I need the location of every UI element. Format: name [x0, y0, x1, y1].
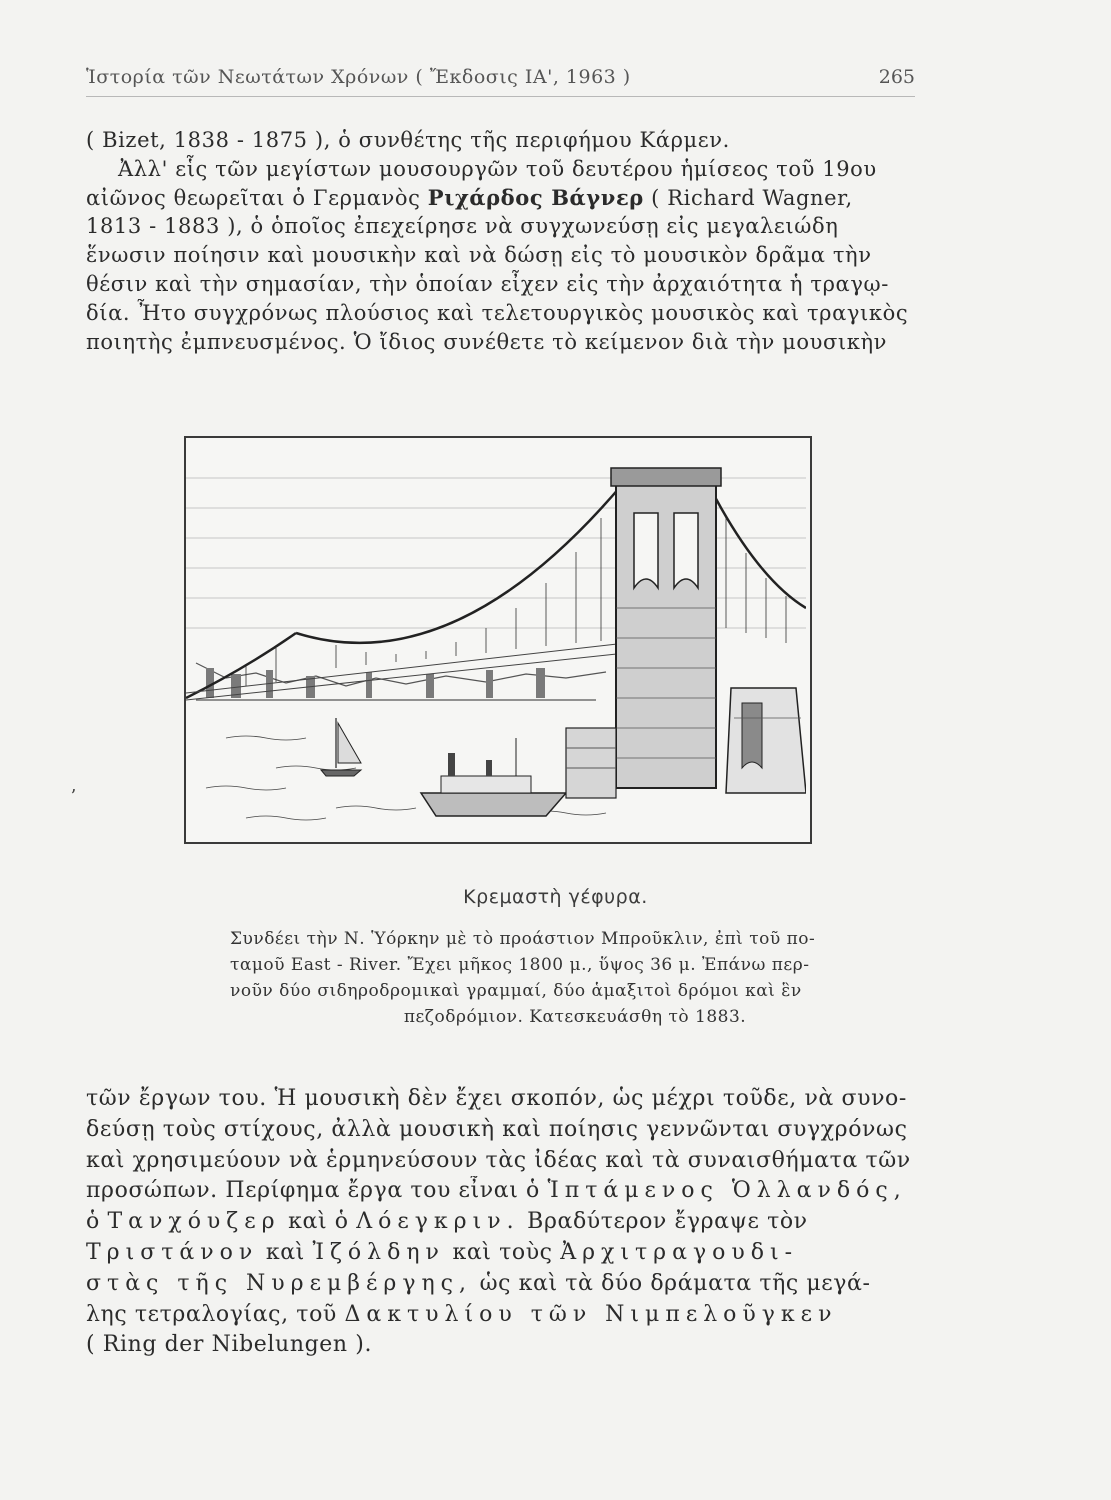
page-number: 265	[878, 66, 915, 88]
text-run: καὶ τοὺς	[444, 1239, 561, 1265]
text-line: 1813 - 1883 ), ὁ ὁποῖος ἐπεχείρησε νὰ συγχωνεύσῃ εἰς μεγαλειώδη	[86, 214, 839, 239]
work-title-meistersinger: Ἀρχιτραγουδι-	[560, 1239, 799, 1265]
running-title: Ἱστορία τῶν Νεωτάτων Χρόνων ( Ἔκδοσις ΙΑ', 1963 )	[86, 66, 631, 88]
text-run: προσώπων. Περίφημα ἔργα του εἶναι ὁ	[86, 1178, 548, 1204]
text-run: αἰῶνος θεωρεῖται ὁ Γερμανὸς	[86, 185, 428, 210]
text-run: Βραδύτερον ἔγραψε τὸν	[519, 1209, 808, 1235]
text-run: καὶ	[258, 1239, 313, 1265]
text-line: ποιητὴς ἐμπνευσμένος. Ὁ ἴδιος συνέθετε τὸ κείμενον διὰ τὴν μουσικὴν	[86, 329, 887, 354]
work-title-isolde: Ἰζόλδην	[312, 1239, 445, 1265]
pier	[566, 728, 616, 798]
work-title-nuremberg: στὰς τῆς Νυρεμβέργης,	[86, 1270, 472, 1296]
text-line: ἕνωσιν ποίησιν καὶ μουσικὴν καὶ νὰ δώσῃ εἰς τὸ μουσικὸν δρᾶμα τὴν	[86, 243, 872, 268]
caption-line: ταμοῦ East - River. Ἔχει μῆκος 1800 μ., ὕψος 36 μ. Ἐπάνω περ-	[230, 955, 810, 975]
text-line: θέσιν καὶ τὴν σημασίαν, τὴν ὁποίαν εἶχεν εἰς τὴν ἀρχαιότητα ἡ τραγῳ-	[86, 271, 889, 296]
text-line	[86, 1176, 916, 1207]
text-run: ὡς καὶ τὰ δύο δράματα τῆς μεγά-	[471, 1270, 871, 1296]
text-line	[86, 1207, 916, 1238]
text-run: ( Richard Wagner,	[643, 185, 853, 210]
anchorage-structure	[726, 688, 806, 793]
bridge-illustration	[184, 436, 812, 844]
running-header	[86, 60, 915, 97]
figure-caption-title: Κρεμαστὴ γέφυρα.	[463, 886, 648, 908]
text-line: δεύσῃ τοὺς στίχους, ἀλλὰ μουσικὴ καὶ ποίησις γεννῶνται συγχρόνως	[86, 1116, 908, 1142]
text-line: ( Ring der Nibelungen ).	[86, 1332, 373, 1358]
work-title-flying-dutchman: Ἱπτάμενος Ὁλλανδός,	[547, 1178, 907, 1204]
caption-line: Συνδέει τὴν Ν. Ὑόρκην μὲ τὸ προάστιον Μπροῦκλιν, ἐπὶ τοῦ πο-	[230, 929, 816, 949]
work-title-tannhauser: Τανχόυζερ	[107, 1209, 281, 1235]
margin-mark: ʼ	[70, 786, 76, 807]
work-title-tristan: Τριστάνον	[86, 1239, 259, 1265]
sailboat	[321, 718, 361, 776]
steamboat	[421, 738, 566, 816]
text-line	[86, 184, 916, 213]
work-title-ring: Δακτυλίου τῶν Νιμπελοῦγκεν	[344, 1301, 838, 1327]
text-run: λης τετραλογίας, τοῦ	[86, 1301, 345, 1327]
figure-caption	[230, 926, 920, 1030]
text-line	[86, 1269, 916, 1300]
text-line: Ἀλλ' εἷς τῶν μεγίστων μουσουργῶν τοῦ δευτέρου ἡμίσεος τοῦ 19ου	[118, 156, 877, 181]
top-paragraph	[86, 126, 916, 356]
caption-line: πεζοδρόμιον. Κατεσκευάσθη τὸ 1883.	[403, 1007, 747, 1027]
work-title-lohengrin: Λόεγκριν.	[356, 1209, 520, 1235]
text-run: καὶ ὁ	[280, 1209, 357, 1235]
bridge-tower	[611, 468, 721, 788]
caption-line: νοῦν δύο σιδηροδρομικαὶ γραμμαί, δύο ἁμαξιτοὶ δρόμοι καὶ ἓν	[230, 981, 802, 1001]
text-line: δία. Ἦτο συγχρόνως πλούσιος καὶ τελετουργικὸς μουσικὸς καὶ τραγικὸς	[86, 300, 909, 325]
text-line	[86, 1238, 916, 1269]
text-line: καὶ χρησιμεύουν νὰ ἑρμηνεύσουν τὰς ἰδέας καὶ τὰ συναισθήματα τῶν	[86, 1147, 911, 1173]
text-line	[86, 1300, 916, 1331]
text-line: τῶν ἔργων του. Ἡ μουσικὴ δὲν ἔχει σκοπόν, ὡς μέχρι τοῦδε, νὰ συνο-	[86, 1086, 907, 1111]
wagner-name-bold: Ριχάρδος Βάγνερ	[427, 184, 644, 210]
text-run: ὁ	[86, 1209, 108, 1235]
bottom-paragraph	[86, 1084, 916, 1361]
text-line: ( Bizet, 1838 - 1875 ), ὁ συνθέτης τῆς περιφήμου Κάρμεν.	[86, 128, 730, 152]
